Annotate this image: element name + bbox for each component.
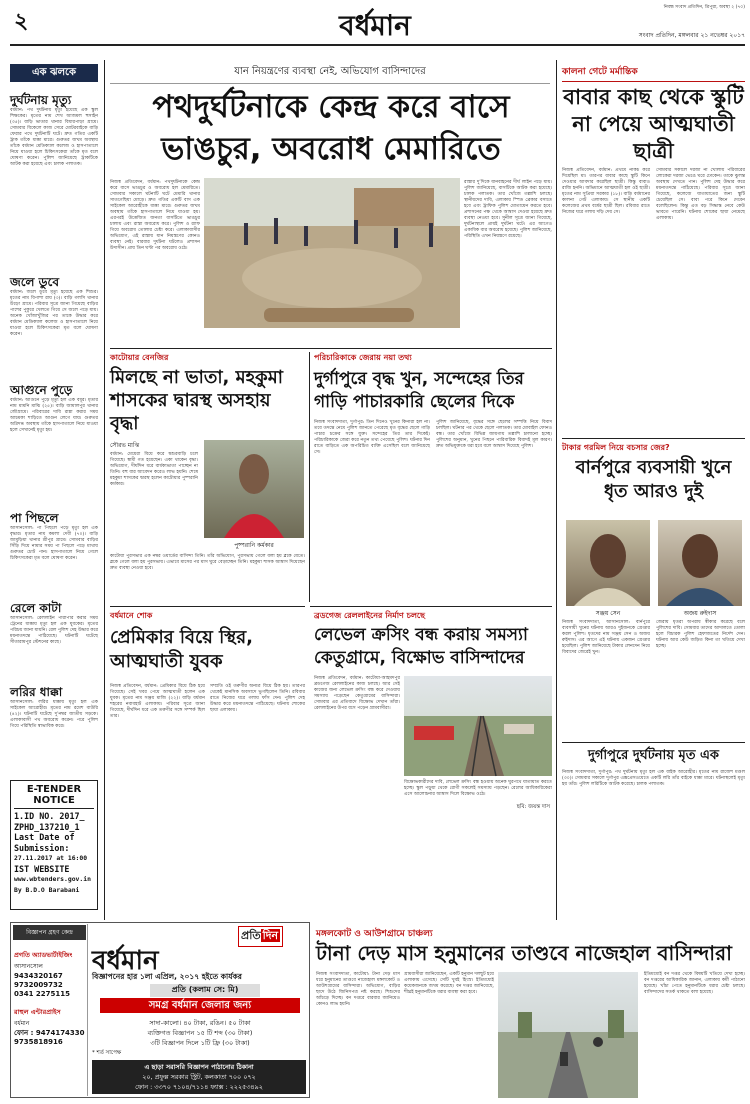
brief-heading-5: রেলে কাটা: [10, 601, 62, 615]
brief-body-5: আসানসোল: রেললাইন পারাপার করার সময় ট্রেনের ধাক্কায় মৃত্যু হল এক যুবকের। মৃতের পরিচয় জানা যায়নি। রেল পুলিশ দেহ উদ্ধার করে ময়নাতদন্তে পাঠিয়েছে। ঘটনাটি ঘটেছে সীতারামপুর স্টেশনের কাছে।: [10, 616, 100, 645]
allowance-photo: [204, 440, 304, 538]
brief-heading-4: পা পিছলে: [10, 511, 59, 525]
ad-rate-line-2: ব্যক্তিগত বিজ্ঞাপন ১৫ টি শব্দ (৩০ টাকা): [147, 1029, 253, 1037]
brief-body-2: বর্ধমান: জলে ডুবে মৃত্যু হয়েছে এক শিশুর। মৃতের নাম বিপাশা রায় (৩)। বাড়ি গলসি থানার উড়ো গ্রামে। পরিবার সূত্রে জানা গিয়েছে বাড়ির পাশের পুকুরে খেলতে গিয়ে সে জলে পড়ে যায়। অনেক খোঁজাখুঁজির পর তাকে উদ্ধার করে বর্ধমান মেডিক্যাল কলেজ ও হাসপাতালে নিয়ে যাওয়া হলে চিকিৎসকেরা মৃত বলে ঘোষণা করেন।: [10, 290, 100, 337]
allowance-caption: পুষ্পরানি কর্মকার: [234, 542, 274, 549]
right1-body-2: সোমবার সকালে দরজা না খোলায় পরিবারের লোকেরা দরজা ভেঙে ঘরে ঢোকেন। তাকে ঝুলন্ত অবস্থায় দেখতে পান। পুলিশ দেহ উদ্ধার করে ময়নাতদন্তে পাঠিয়েছে। পরিবার সূত্রে জানা গিয়েছে, কলেজে যাতায়াতের জন্য স্কুটি চেয়েছিল সে। বাবা পরে কিনে দেবেন বলেছিলেন। কিন্তু এত বড় সিদ্ধান্ত নেবে কেউ ভাবতে পারেনি। ঘটনায় শোকের ছায়া নেমেছে এলাকায়।: [656, 168, 747, 221]
lead-body-2: রাস্তার দু’দিকে যানবাহনের দীর্ঘ লাইন পড়ে যায়। পুলিশ জানিয়েছে, বাসটিকে আটক করা হয়েছে। চালক পলাতক। তার খোঁজে তল্লাশি চলছে। স্থানীয়দের দাবি, এলাকায় স্পিড ব্রেকার বসাতে হবে এবং ট্রাফিক পুলিশ মোতায়েন করতে হবে। প্রশাসনের পক্ষ থেকে আশ্বাস দেওয়া হয়েছে দ্রুত ব্যবস্থা নেওয়া হবে। সুনীল সূত্রে জানা গিয়েছে, দুর্ঘটনাস্থলে প্রায়ই দুর্ঘটনা ঘটে। এর আগেও একাধিক বার অবরোধ হয়েছে। পুলিশ জানিয়েছে, পরিস্থিতি এখন নিয়ন্ত্রণে রয়েছে।: [464, 180, 554, 239]
ad-rate-line-1: সাদা-কালো। ৪০ টাকা, রঙিন। ৫০ টাকা: [149, 1019, 251, 1027]
lead-photo: [204, 178, 460, 328]
monkey-kicker: মঙ্গলকোট ও আউশগ্রামে চাঞ্চল্য: [316, 929, 433, 939]
murder-headline: দুর্গাপুরে বৃদ্ধ খুন, সন্দেহের তির গাড়ি পাচারকারি ছেলের দিকে: [314, 369, 524, 412]
lead-headline-line2: ভাঙচুর, অবরোধ মেমারিতে: [161, 131, 501, 167]
ad-brand-part-a: প্রতি: [241, 929, 261, 942]
brief-body-4: আসানসোল: পা পিছলে পড়ে মৃত্যু হল এক বৃদ্ধার। মৃতার নাম কমলা দেবী (৭০)। বাড়ি জামুড়িয়া থানার শ্রীপুর গ্রামে। সোমবার বাড়ির সিঁড়ি দিয়ে নামার সময় পা পিছলে পড়ে মাথায় গুরুতর চোট পান। হাসপাতালে নিয়ে গেলে চিকিৎসকেরা মৃত বলে ঘোষণা করেন।: [10, 526, 100, 561]
lover-body-2: সম্প্রতি ওই তরুণীর অন্যত্র বিয়ে ঠিক হয়। তারপর থেকেই মানসিক অবসাদে ভুগছিলেন তিনি। রবিবার রাতে নিজের ঘরে গলায় ফাঁস দেন। পুলিশ দেহ উদ্ধার করে ময়নাতদন্তে পাঠিয়েছে। ঘটনায় শোকের ছায়া এলাকায়।: [210, 684, 307, 713]
brief-body-1: বর্ধমান: পথ দুর্ঘটনায় মৃত্যু হয়েছে এক স্কুল শিক্ষকের। মৃতের নাম শেখ আজমল হুসাইন (৩৫)। বাড়ি ভাতার থানার বিধারপাড়া গ্রামে। সোমবার বিকেলে কাজ সেরে মোটরবাইকে বাড়ি ফেরার পথে দুর্ঘটনাটি ঘটে। দ্রুত গতির একটি ট্রাক তাঁকে ধাক্কা মারে। গুরুতর জখম অবস্থায় তাঁকে বর্ধমান মেডিক্যাল কলেজ ও হাসপাতালে নিয়ে যাওয়া হলে চিকিৎসকেরা তাঁকে মৃত বলে ঘোষণা করেন। পুলিশ জানিয়েছে ট্রাকটিকে আটক করা হয়েছে এবং চালক পলাতক।: [10, 108, 100, 167]
ad-agency-panel: [12, 924, 88, 1096]
section-rule: [110, 606, 305, 607]
lover-body-1: নিজস্ব প্রতিবেদন, বর্ধমান: প্রেমিকার বিয়ে ঠিক হয়ে গিয়েছে। সেই খবর পেয়ে আত্মঘাতী হলেন এক যুবক। মৃতের নাম সঞ্জয় মাজি (২২)। বাড়ি বর্ধমান শহরের নবাবহাট এলাকায়। পরিবার সূত্রে জানা গিয়েছে, দীর্ঘদিন ধরে এক তরুণীর সঙ্গে সম্পর্ক ছিল তার।: [110, 684, 207, 719]
allowance-kicker: কাটোয়ার বেনজির: [110, 353, 169, 362]
etender-line: By B.D.O Barabani: [14, 885, 80, 894]
allowance-headline: মিলছে না ভাতা, মহকুমা শাসকের দ্বারস্থ অসহায় বৃদ্ধা: [110, 367, 283, 434]
section-badge: এক ঝলকে: [10, 64, 98, 82]
page-title: বর্ধমান: [339, 9, 411, 42]
brief-heading-1: দুর্ঘটনায় মৃত্যু: [10, 93, 72, 107]
masthead-date: সংবাদ প্রতিদিন, মঙ্গলবার ২১ নভেম্বর ২০১৭: [638, 32, 745, 39]
lead-strap: যান নিয়ন্ত্রণের ব্যবস্থা নেই, অভিযোগ বাসিন্দাদের: [110, 64, 550, 84]
ad-address-box: [92, 1060, 306, 1094]
page-number: ২: [14, 9, 29, 34]
bizmen-kicker: টাকার গরমিল নিয়ে বচসার জের?: [562, 443, 670, 452]
brief-body-6: আসানসোল: লরির ধাক্কায় মৃত্যু হল এক সাইকেল আরোহীর। মৃতের নাম রমেশ বাউরি (৪২)। ঘটনাটি ঘটেছে দু’নম্বর জাতীয় সড়কে। এলাকাবাসী পথ অবরোধ করেন। পরে পুলিশ গিয়ে পরিস্থিতি স্বাভাবিক করে।: [10, 700, 100, 729]
ad-address-line-2: ২০, প্রফুল্ল সরকার স্ট্রিট, কলকাতা ৭০০ ০৭২: [142, 1073, 256, 1081]
etender-line: IST WEBSITE: [14, 863, 70, 874]
right1-headline: বাবার কাছ থেকে স্কুটি না পেয়ে আত্মঘাতী ছাত্রী: [563, 85, 744, 163]
ad-address-line-3: ফোন : ৩৩৭০ ৭১০৪/৭১১৪ ফ্যাক্স : ২২২৫৩৪৯২: [135, 1083, 263, 1091]
brief-heading-2: জলে ডুবে: [10, 275, 60, 289]
lover-kicker: বর্ধমানে শোক: [110, 611, 153, 620]
column-rule: [104, 60, 105, 920]
monkey-body-1: নিজস্ব সংবাদদাতা, কাটোয়া: টানা দেড় মাস ধরে হনুমানের তাণ্ডবে নাজেহাল মঙ্গলকোট ও আউশগ্রামের বাসিন্দারা। অভিযোগ, বাড়ির ছাদে উঠে জিনিসপত্র নষ্ট করছে। শিশুদের আঁচড়ে দিচ্ছে। বন দপ্তরে বারবার জানিয়েও কোনও লাভ হয়নি।: [316, 972, 402, 1007]
brief-heading-3: আগুনে পুড়ে: [10, 383, 73, 397]
ad-rate-date: বিজ্ঞাপনের হার ১লা এপ্রিল, ২০১৭ হইতে কার্যকর: [92, 972, 242, 981]
allowance-body-2: কাটোয়া পুরসভার এক নম্বর ওয়ার্ডের বাসিন্দা তিনি। তাঁর অভিযোগ, পুরসভায় গেলে বলা হয় ব্লকে যেতে। ব্লকে গেলে বলা হয় পুরসভায়। এভাবে মাসের পর মাস ঘুরে বেড়াচ্ছেন তিনি। মহকুমা শাসক আশ্বাস দিয়েছেন দ্রুত ব্যবস্থা নেওয়া হবে।: [110, 554, 307, 571]
level-photo: [404, 676, 552, 776]
ad-agency-1: প্রগতি অ্যাডভার্টাইজিং: [14, 951, 73, 959]
monkey-headline: টানা দেড় মাস হনুমানের তাণ্ডবে নাজেহাল বাসিন্দারা: [316, 941, 732, 965]
allowance-byline: সৌরভ মাঝি: [110, 442, 140, 449]
ad-rate-unit: প্রতি (কলাম সে: মি): [150, 984, 260, 997]
ad-rate-area: সমগ্র বর্ধমান জেলার জন্য: [100, 998, 300, 1013]
etender-line: Submission:: [14, 842, 70, 853]
section-rule: [562, 438, 745, 439]
bizmen-body-1: নিজস্ব সংবাদদাতা, আসানসোল: বার্নপুরে ব্যবসায়ী খুনের ঘটনায় আরও দুইজনকে গ্রেপ্তার করল পুলিশ। ধৃতদের নাম সঞ্জয় সেন ও অজয় রুইদাস। এর আগে এই ঘটনায় একজন গ্রেপ্তার হয়েছিল। পুলিশ জানিয়েছে টাকার লেনদেন নিয়ে বিবাদের জেরেই খুন।: [562, 620, 652, 655]
ad-agency-2: রাহুল এন্টারপ্রাইস: [14, 1008, 61, 1016]
etender-line: www.wbtenders.gov.in: [14, 875, 91, 883]
bizmen-headline: বার্নপুরে ব্যবসায়ী খুনে ধৃত আরও দুই: [575, 457, 732, 502]
level-body-1: নিজস্ব প্রতিবেদন, বর্ধমান: কাটোয়া-আহমদপুর ব্রডগেজ রেললাইনের কাজ চলছে। আর সেই কাজের জন্য লেভেল ক্রসিং বন্ধ করে দেওয়ায় সমস্যায় পড়েছেন কেতুগ্রামের বাসিন্দারা। সোমবার এর প্রতিবাদে বিক্ষোভ দেখান তাঁরা। রেললাইনের উপর বসে পড়েন গ্রামবাসীরা।: [314, 676, 402, 711]
right1-kicker: কালনা গেটে মর্মান্তিক: [562, 64, 745, 82]
lover-headline: প্রেমিকার বিয়ে স্থির, আত্মঘাতী যুবক: [110, 627, 253, 672]
bizmen-caption-2: অজয় রুইদাস: [683, 610, 717, 617]
etender-line: 27.11.2017 at 16:00: [14, 854, 88, 862]
murder-body-1: নিজস্ব সংবাদদাতা, দুর্গাপুর: তিন দিনেও খুনের কিনারা হল না। তবে তদন্তে নেমে পুলিশ জানতে পেরেছে মৃত বৃদ্ধের ছেলে গাড়ি পাচার চক্রের সঙ্গে যুক্ত। সন্দেহের তির তার দিকেই। পরিচারিকাকে জেরা করে নতুন তথ্য পেয়েছে পুলিশ। ঘটনার দিন রাতে বাড়িতে এক অপরিচিত ব্যক্তি এসেছিল বলে জানিয়েছে সে।: [314, 420, 432, 455]
ad-center-label: বিজ্ঞাপন গ্রহণ কেন্দ্র: [13, 925, 86, 940]
ad-footnote: * শর্ত সাপেক্ষ: [92, 1050, 122, 1056]
ad-title: বর্ধমান: [92, 946, 159, 976]
monkey-body-2: গ্রামবাসীরা জানিয়েছেন, একটি হনুমান দলছুট হয়ে এলাকায় এসেছে। সেটি খুবই হিংস্র। ইতিমধ্যেই কয়েকজনকে জখম করেছে। বন দপ্তর জানিয়েছে, শীঘ্রই হনুমানটিকে ধরার ব্যবস্থা করা হবে।: [404, 972, 496, 995]
monkey-photo: [498, 972, 638, 1098]
masthead-issue: নিবন্ধ সংবাদ প্রতিদিন, ত্রিপুরা, অবস্থা ২ (৭০): [663, 5, 745, 10]
monkey-body-3: ইতিমধ্যেই বন দপ্তর থেকে বিষয়টি খতিয়ে দেখা হচ্ছে। বন দপ্তরের আধিকারিক জানান, এলাকায় কর্মী পাঠানো হয়েছে। খাঁচা পেতে হনুমানটিকে ধরার চেষ্টা চলছে। বাসিন্দাদের সতর্ক থাকতে বলা হয়েছে।: [644, 972, 747, 995]
allowance-body-1: বর্ধমান: মেয়েরা বিয়ে করে শ্বশুরবাড়ি চলে গিয়েছে। স্বামী গত হয়েছেন। একা থাকেন বৃদ্ধা। অভিযোগ, দীর্ঘদিন ধরে বার্ধক্যভাতা পাচ্ছেন না তিনি। বহু বার আবেদন করেও লাভ হয়নি। শেষে মহকুমা শাসকের দ্বারস্থ হলেন কাটোয়ার পুষ্পরানি কর্মকার।: [110, 452, 200, 487]
column-rule: [309, 352, 310, 602]
ad-place-1: আসানসোল: [14, 963, 43, 970]
bizmen-caption-1: সঞ্জয় সেন: [595, 610, 621, 617]
section-rule: [310, 606, 552, 607]
ad-phones-1: 9434320167 9732009732 0341 2275115: [14, 972, 71, 998]
etender-line: Last Date of: [14, 832, 75, 842]
masthead-rule: [10, 44, 745, 46]
ad-rate-line-3: ৩টি বিজ্ঞাপন দিলে ১টি ফ্রি (৩০ টাকা): [150, 1039, 250, 1047]
durgapur-body: নিজস্ব সংবাদদাতা, দুর্গাপুর: পথ দুর্ঘটনায় মৃত্যু হল এক বাইক আরোহীর। মৃতের নাম রাজেশ মণ্ডল (৩০)। সোমবার সকালে দুর্গাপুর এক্সপ্রেসওয়েতে একটি লরি তাঁর বাইকে ধাক্কা মারে। ঘটনাস্থলেই মৃত্যু হয় তাঁর। পুলিশ লরিটিকে আটক করেছে। চালক পলাতক।: [562, 770, 747, 787]
lead-headline-line1: পথদুর্ঘটনাকে কেন্দ্র করে বাসে: [152, 89, 510, 125]
ad-brand-part-b: দিন: [262, 929, 279, 942]
ad-phones-2: ফোন : 9474174330 9735818916: [14, 1029, 85, 1046]
ad-place-2: বর্ধমান: [14, 1020, 30, 1027]
bizmen-photo-2: [658, 520, 742, 606]
bizmen-photo-1: [566, 520, 650, 606]
etender-title: E-TENDER NOTICE: [14, 784, 94, 809]
column-rule: [556, 60, 557, 920]
level-body-2: বিক্ষোভকারীদের দাবি, লেভেল ক্রসিং বন্ধ হওয়ায় অনেক ঘুরপথে যাতায়াত করতে হচ্ছে। স্কুল পড়ুয়া থেকে রোগী সকলেই সমস্যায় পড়ছেন। রেলের আধিকারিকেরা এসে আলোচনার আশ্বাস দিলে বিক্ষোভ ওঠে।: [404, 780, 554, 797]
level-photo-credit: ছবি: জয়ন্ত দাস: [516, 804, 550, 810]
ad-address-line-1: এ ছাড়া সরাসরি বিজ্ঞাপন পাঠানোর ঠিকানা: [144, 1063, 254, 1071]
etender-line: ZPHD_137210_1: [14, 821, 80, 832]
section-rule: [110, 348, 552, 349]
etender-box: [10, 780, 98, 910]
level-headline: লেভেল ক্রসিং বন্ধ করায় সমস্যা কেতুগ্রামে, বিক্ষোভ বাসিন্দাদের: [314, 625, 528, 668]
durgapur-headline: দুর্গাপুরে দুর্ঘটনায় মৃত এক: [588, 748, 719, 763]
murder-body-2: পুলিশ জানিয়েছে, বৃদ্ধের সঙ্গে ছেলের সম্পত্তি নিয়ে বিবাদ চলছিল। ঘটনার পর থেকে ছেলে পলাতক। তার মোবাইল ফোনও বন্ধ। তার খোঁজে বিভিন্ন জায়গায় তল্লাশি চালানো হচ্ছে। পুলিশের অনুমান, খুনের পিছনে পারিবারিক বিবাদই মূল কারণ। দ্রুত অভিযুক্তকে ধরা হবে বলে আশ্বাস দিয়েছে পুলিশ।: [436, 420, 554, 449]
brief-heading-6: লরির ধাক্কা: [10, 685, 63, 699]
section-rule: [562, 742, 745, 743]
brief-body-3: বর্ধমান: আগুনে পুড়ে মৃত্যু হল এক বধূর। মৃতার নাম মামনি মাঝি (২৫)। বাড়ি জামালপুর থানার জৌগ্রামে। পরিবারের দাবি রান্না করার সময় আচমকা শাড়িতে আগুন লেগে যায়। গুরুতর অগ্নিদগ্ধ অবস্থায় তাঁকে হাসপাতালে নিয়ে যাওয়া হলে সেখানেই মৃত্যু হয়।: [10, 398, 100, 433]
murder-kicker: পরিচারিকাকে জেরায় নয়া তথ্য: [314, 353, 412, 362]
bizmen-body-2: জেরায় ধৃতরা অপরাধ স্বীকার করেছে বলে পুলিশের দাবি। সোমবার তাদের আদালতে তোলা হলে বিচারক পুলিশ হেফাজতের নির্দেশ দেন। ঘটনায় আর কেউ জড়িত কিনা তা খতিয়ে দেখা হচ্ছে।: [656, 620, 747, 649]
right1-body-1: নিজস্ব প্রতিবেদন, বর্ধমান: প্রথমে নাকচ করে দিয়েছিল মা। তারপর বাবার কাছে স্কুটি কিনে দেওয়ার আবদার করেছিল ছাত্রী। কিন্তু বাবাও রাজি হননি। অভিমানে আত্মঘাতী হল ওই ছাত্রী। মৃতের নাম সুপ্রিয়া সরকার (১৮)। বাড়ি বর্ধমানের কালনা গেট এলাকায়। সে স্থানীয় একটি কলেজের প্রথম বর্ষের ছাত্রী ছিল। রবিবার রাতে নিজের ঘরে গলায় দড়ি দেয় সে।: [562, 168, 652, 215]
lead-body-1: নিজস্ব প্রতিবেদন, বর্ধমান: পথদুর্ঘটনাকে কেন্দ্র করে বাসে ভাঙচুর ও অবরোধ হল মেমারিতে। সোমবার সকালে ঘটনাটি ঘটে মেমারি থানার সাতগেছিয়া মোড়ে। দ্রুত গতির একটি বাস এক সাইকেল আরোহীকে ধাক্কা মারে। গুরুতর জখম অবস্থায় তাঁকে হাসপাতালে নিয়ে যাওয়া হয়। এরপরই উত্তেজিত জনতা বাসটিতে ভাঙচুর চালায় এবং রাস্তা অবরোধ করে। পুলিশ ও র‍্যাফ গিয়ে অবরোধ তোলার চেষ্টা করে। এলাকাবাসীর অভিযোগ, এই রাস্তায় যান নিয়ন্ত্রণের কোনও ব্যবস্থা নেই। বারবার দুর্ঘটনা ঘটলেও প্রশাসন উদাসীন। প্রায় তিন ঘণ্টা পর অবরোধ ওঠে।: [110, 180, 202, 251]
level-kicker: ব্রডগেজ রেললাইনের নির্মাণ চলছে: [314, 611, 425, 620]
etender-line: 1.ID NO. 2017_: [14, 811, 85, 821]
